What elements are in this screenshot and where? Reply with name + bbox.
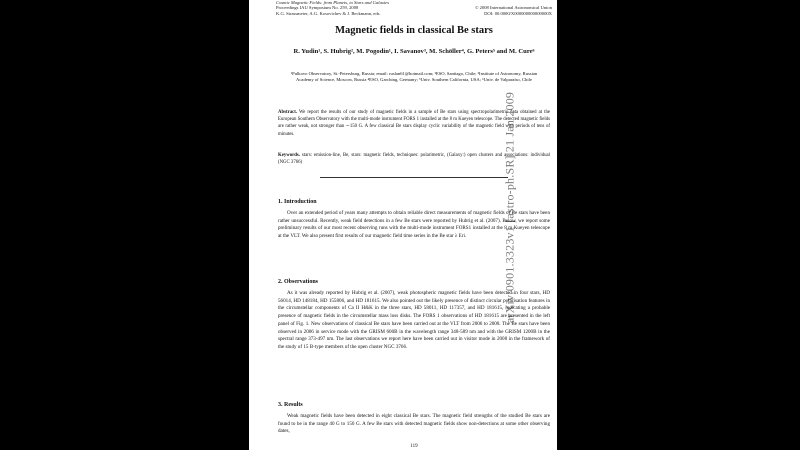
section-text-observations: As it was already reported by Hubrig et al. (2007), weak photospheric magnetic fields have been detected in four stars, HD 56014, HD 148184, HD 155806, and HD 181615. We also pointed out the likely presence of distinct circular polarisation features in the circumstellar components of Ca II H&K in the three stars, HD 58011, HD 117357, and HD 181615, indicating a probable presence of magnetic fields in the circumstellar mass loss disks. The FORS 1 observations of HD 181615 are presented in the left panel of Fig. 1. New observations of classical Be stars have been carried out at the VLT from 2006 to 2008. The Be stars have been observed in 2006 in service mode with the GRISM 600B in the wavelength range 348-589 nm and with the GRISM 1200B in the spectral range 373-497 nm. The last observations we report here have been carried out in visitor mode in 2008 in the framework of the study of 15 B-type members of the open cluster NGC 3766. — [278, 290, 550, 350]
paper-title: Magnetic fields in classical Be stars — [335, 25, 493, 36]
page-number: 119 — [410, 444, 418, 449]
header-doi: DOI: 00.0000/X000000000000000X — [484, 10, 552, 16]
header-line-1: Cosmic Magnetic Fields: from Planets, to Stars and Galaxies — [276, 0, 390, 5]
section-heading-results: 3. Results — [278, 402, 303, 408]
affiliations: ¹Pulkovo Observatory, St.-Petersburg, Russia; email: ruslan61@hotmail.com; ²ESO, Santiago, Chile; ³Institute of Astronomy, Russian Academy of Science, Moscow, Russia ⁴ESO, Garching, Germany; ⁵Univ. Southern California, USA; ⁶Univ. de Valparaíso, Chile — [290, 71, 538, 83]
author-list: R. Yudin¹, S. Hubrig², M. Pogodin¹, I. Savanov³, M. Schöller⁴, G. Peters⁵ and M. Cure⁶ — [293, 48, 535, 55]
section-divider — [320, 177, 508, 178]
keywords-label: Keywords. — [278, 153, 300, 158]
header-line-3: K.G. Strassmeier, A.G. Kosovichev & J. Beckmann, eds. — [276, 10, 381, 16]
section-text-results: Weak magnetic fields have been detected in eight classical Be stars. The magnetic field strengths of the studied Be stars are found to be in the range 40 G to 150 G. A few Be stars with detected magnetic fields show non-detections at some other observing dates, — [278, 413, 550, 435]
header-copyright: © 2008 International Astronomical Union — [475, 5, 552, 11]
keywords — [278, 152, 550, 166]
keywords-text: stars: emission-line, Be, stars: magnetic fields, techniques: polarimetric, (Galaxy:) open clusters and associations: individual (NGC 3766) — [278, 153, 550, 166]
section-heading-observations: 2. Observations — [278, 279, 319, 285]
abstract-text: We report the results of our study of magnetic fields in a sample of Be stars using spectropolarimetric data obtained at the European Southern Observatory with the multi-mode instrument FORS 1 installed at the 8 m Kueyen telescope. The detected magnetic fields are rather weak, not stronger than ∼150 G. A few classical Be stars display cyclic variability of the magnetic field with periods of tens of minutes. — [278, 110, 550, 137]
paper-page — [249, 0, 557, 450]
abstract-label: Abstract. — [278, 110, 298, 115]
abstract — [278, 109, 550, 138]
header-line-2: Proceedings IAU Symposium No. 259, 2008 — [276, 5, 359, 11]
arxiv-identifier: arXiv:0901.3323v1 [astro-ph.SR] 21 Jan 2009 — [502, 91, 517, 324]
section-text-introduction: Over an extended period of years many attempts to obtain reliable direct measurements of magnetic fields of Be stars have been rather unsuccessful. Recently, weak field detections in a few Be stars were reported by Hubrig et al. (2007). Below, we report some preliminary results of our most recent observing runs with the multi-mode instrument FORS1 installed at the 8 m Kueyen telescope at the VLT. We also present first results of our magnetic field time series in the Be star λ Eri. — [278, 210, 550, 240]
section-heading-introduction: 1. Introduction — [278, 199, 317, 205]
page-content — [276, 0, 552, 450]
